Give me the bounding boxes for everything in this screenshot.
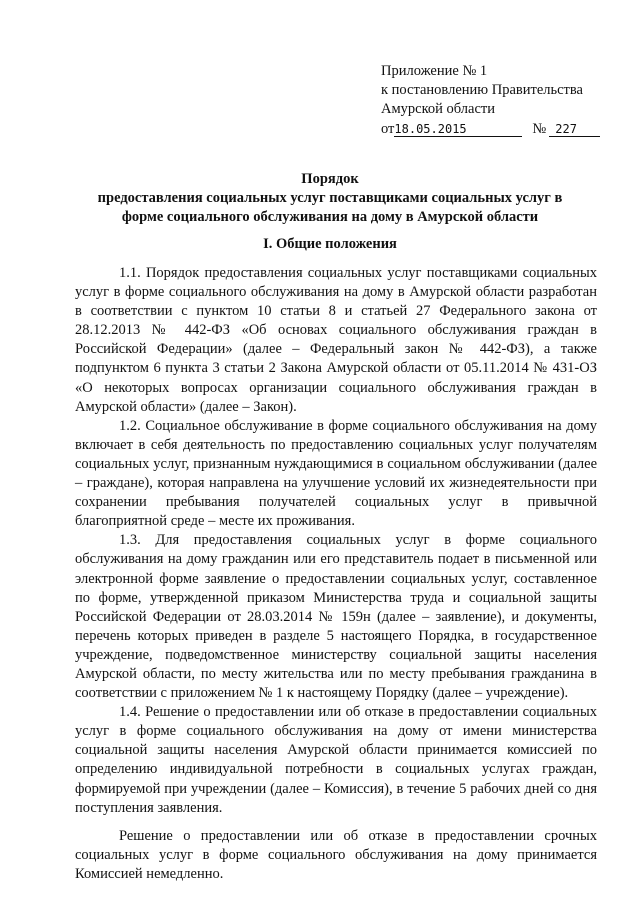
- title-line-1: Порядок: [301, 171, 359, 187]
- appendix-region: Амурской области: [381, 101, 495, 117]
- document-body: [75, 264, 597, 884]
- date-value: 18.05.2015: [394, 122, 522, 137]
- paragraph-1-4: 1.4. Решение о предоставлении или об отказе в предоставлении социальных услуг в форме социального обслуживания на дому от имени министерства социальной защиты населения Амурской области принимается комиссией по определению индивидуальной потребности в социальных услугах граждан, формируемой при учреждении (далее – Комиссия), в течение 5 рабочих дней со дня поступления заявления.: [75, 704, 597, 816]
- appendix-date-line: [381, 120, 621, 139]
- appendix-reference: к постановлению Правительства: [381, 82, 583, 98]
- paragraph-1-2: 1.2. Социальное обслуживание в форме социального обслуживания на дому включает в себя деятельность по предоставлению социальных услуг получателям социальных услуг, признанным нуждающимися в социальном обслуживании (далее – граждане), которая направлена на улучшение условий их жизнедеятельности при сохранении пребывания получателей социальных услуг в привычной благоприятной среде – месте их проживания.: [75, 417, 597, 530]
- paragraph-1-1: 1.1. Порядок предоставления социальных услуг поставщиками социальных услуг в форме социального обслуживания на дому в Амурской области разработан в соответствии с пунктом 10 статьи 8 и статьей 27 Федерального закона от 28.12.2013 № 442-ФЗ «Об основах социального обслуживания граждан в Российской Федерации» (далее – Федеральный закон № 442-ФЗ), а также подпунктом 6 пункта 3 статьи 2 Закона Амурской области от 05.11.2014 № 431-ОЗ «О некоторых вопросах организации социального обслуживания граждан в Амурской области» (далее – Закон).: [75, 265, 597, 415]
- number-value: 227: [549, 122, 600, 137]
- number-label: №: [532, 121, 547, 137]
- title-line-3: форме социального обслуживания на дому в Амурской области: [121, 209, 539, 225]
- appendix-title: Приложение № 1: [381, 63, 488, 79]
- appendix-block: [381, 62, 621, 139]
- date-prefix: от: [381, 121, 395, 137]
- document-title: [60, 170, 600, 227]
- paragraph-1-3: 1.3. Для предоставления социальных услуг в форме социального обслуживания на дому гражданин или его представитель подает в письменной или электронной форме заявление о предоставлении социальных услуг, составленное по форме, утвержденной приказом Министерства труда и социальной защиты Российской Федерации от 28.03.2014 № 159н (далее – заявление), и документы, перечень которых приведен в разделе 5 настоящего Порядка, в государственное учреждение, подведомственное министерству социальной защиты населения Амурской области, по месту жительства или по месту пребывания гражданина в соответствии с приложением № 1 к настоящему Порядку (далее – учреждение).: [75, 532, 597, 702]
- section-heading: I. Общие положения: [263, 236, 397, 252]
- title-line-2: предоставления социальных услуг поставщиками социальных услуг в: [97, 190, 563, 206]
- paragraph-urgent-decision: Решение о предоставлении или об отказе в предоставлении срочных социальных услуг в форме социального обслуживания на дому принимается Комиссией немедленно.: [75, 827, 597, 882]
